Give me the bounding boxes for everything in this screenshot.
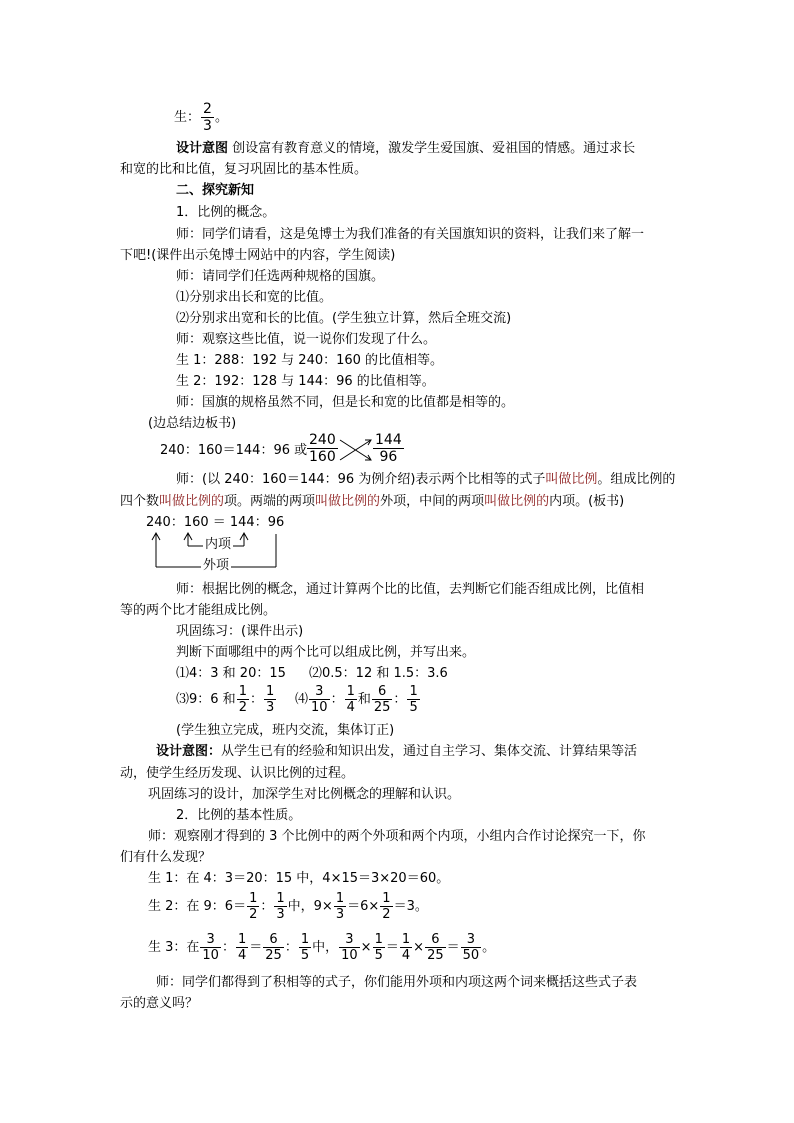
denominator: 10	[202, 948, 219, 963]
colon: ：	[284, 940, 298, 955]
text: 和	[357, 692, 371, 707]
denominator: 5	[409, 700, 418, 715]
numerator: 1	[237, 932, 247, 947]
practice-item-2: ⑵0.5：12 和 1.5：3.6	[309, 666, 448, 681]
task-2: ⑵分别求出宽和长的比值。(学生独立计算，然后全班交流)	[176, 311, 512, 326]
fraction-144-96	[373, 432, 404, 465]
numerator: 1	[409, 684, 418, 699]
practice-item-3	[176, 681, 277, 719]
fraction-6-25	[263, 932, 284, 963]
denominator: 5	[300, 948, 310, 963]
numerator: 1	[300, 932, 310, 947]
cross-arrows-icon	[338, 434, 374, 466]
student-finding-1: 生 1：在 4：3＝20：15 中，4×15＝3×20＝60。	[148, 871, 450, 886]
text: 内项。(板书)	[549, 494, 625, 509]
fraction-one-third	[274, 891, 286, 922]
numerator: 1	[335, 891, 345, 906]
outer-terms-label: 外项	[203, 558, 230, 573]
text: ＝	[446, 940, 460, 955]
text: 师：(以 240：160＝144：96 为例介绍)表示两个比相等的式子	[176, 472, 546, 487]
text: 外项，中间的两项	[380, 494, 485, 509]
text: 生 3：在	[148, 940, 200, 955]
fraction-3-10	[200, 932, 221, 963]
text: ＝6×	[347, 899, 380, 914]
denominator: 25	[373, 700, 391, 715]
fraction-6-25	[372, 684, 393, 715]
board-note: (边总结边板书)	[148, 416, 237, 431]
text: 四个数	[120, 494, 160, 509]
numerator: 3	[461, 932, 482, 948]
denominator: 25	[427, 948, 444, 963]
fraction-1-4	[345, 684, 357, 715]
denominator: 4	[401, 948, 411, 963]
fraction-one-half	[380, 891, 392, 922]
numerator: 144	[375, 432, 402, 448]
term-highlight: 叫做比例的	[484, 494, 550, 509]
numerator: 1	[346, 684, 355, 699]
denominator: 10	[341, 948, 358, 963]
fraction-one-half	[247, 891, 259, 922]
student-2: 生 2：192：128 与 144：96 的比值相等。	[176, 374, 435, 389]
para-teacher-1b: 下吧!(课件出示兔博士网站中的内容，学生阅读)	[120, 248, 396, 263]
denominator: 3	[335, 907, 345, 922]
text: 中，9×	[287, 899, 333, 914]
fraction-1-4	[236, 932, 248, 963]
para-teacher-3: 师：观察这些比值，说一说你们发现了什么。	[176, 332, 437, 347]
para-teacher-7a: 师：观察刚才得到的 3 个比例中的两个外项和两个内项，小组内合作讨论探究一下，你	[148, 829, 646, 844]
denominator: 2	[238, 700, 247, 715]
denominator: 25	[265, 948, 282, 963]
denominator: 4	[346, 700, 355, 715]
fraction-6-25	[425, 932, 446, 963]
numerator: 3	[309, 684, 330, 700]
text: 。组成比例的	[597, 472, 676, 487]
numerator: 3	[200, 932, 221, 948]
numerator: 1	[276, 891, 285, 906]
text: ×	[360, 940, 372, 955]
numerator: 6	[372, 684, 393, 700]
numerator: 6	[425, 932, 446, 948]
fraction-1-4	[400, 932, 412, 963]
numerator: 240	[309, 432, 336, 448]
text: 项。两端的两项	[224, 494, 316, 509]
practice-note: (学生独立完成，班内交流，集体订正)	[176, 723, 395, 738]
text: ×	[413, 940, 425, 955]
text: ＝3。	[393, 899, 428, 914]
design-intent-label: 设计意图	[176, 141, 229, 156]
text: 生 2：在 9：6＝	[148, 899, 247, 914]
terms-diagram-equation: 240：160 ＝ 144：96	[146, 515, 285, 530]
fraction-3-10	[339, 932, 360, 963]
numerator: 3	[339, 932, 360, 948]
design-intent-2-cont: 动，使学生经历发现、认识比例的过程。	[120, 766, 355, 781]
colon: ：	[393, 692, 407, 707]
numerator: 1	[265, 684, 275, 699]
para-teacher-8a: 师：同学们都得到了积相等的式子，你们能用外项和内项这两个词来概括这些式子表	[156, 975, 638, 990]
text: 。	[482, 940, 496, 955]
speaker-label: 生：	[174, 110, 201, 125]
denominator: 96	[379, 449, 398, 465]
colon: ：	[330, 692, 344, 707]
para-teacher-7b: 们有什么发现？	[120, 850, 212, 865]
term-highlight: 叫做比例的	[315, 494, 381, 509]
colon: ：	[221, 940, 235, 955]
design-intent-2	[156, 743, 637, 761]
student-answer-line	[174, 98, 228, 138]
inner-terms-label: 内项	[205, 537, 232, 552]
numerator: 1	[382, 891, 391, 906]
para-teacher-8b: 示的意义吗？	[120, 996, 199, 1011]
para-teacher-6a: 师：根据比例的概念，通过计算两个比的比值，去判断它们能否组成比例，比值相	[176, 582, 645, 597]
para-teacher-5a	[176, 471, 675, 489]
numerator: 6	[263, 932, 284, 948]
design-intent-text: 创设富有教育意义的情境，激发学生爱国旗、爱祖国的情感。通过求长	[232, 141, 636, 156]
section-heading-2: 二、探究新知	[176, 183, 255, 198]
fraction-1-5	[373, 932, 385, 963]
denominator: 50	[462, 948, 480, 963]
text: ＝	[385, 940, 399, 955]
design-intent-1-cont: 和宽的比和比值，复习巩固比的基本性质。	[120, 162, 368, 177]
practice-question: 判断下面哪组中的两个比可以组成比例，并写出来。	[176, 645, 476, 660]
numerator: 1	[238, 684, 247, 699]
text: ⑷	[295, 692, 309, 707]
fraction-one-third	[334, 891, 346, 922]
text: ＝	[249, 940, 263, 955]
term-highlight: 叫做比例	[545, 472, 598, 487]
denominator: 5	[374, 948, 383, 963]
design-intent-label: 设计意图：	[156, 744, 222, 759]
term-highlight: 叫做比例的	[159, 494, 225, 509]
subsection-1: 1．比例的概念。	[176, 205, 276, 220]
numerator: 1	[401, 932, 411, 947]
para-teacher-6b: 等的两个比才能组成比例。	[120, 603, 277, 618]
numerator: 2	[203, 101, 212, 117]
denominator: 2	[382, 907, 391, 922]
fraction-3-50	[461, 932, 482, 963]
para-teacher-1a: 师：同学们请看，这是兔博士为我们准备的有关国旗知识的资料，让我们来了解一	[176, 227, 645, 242]
numerator: 1	[374, 932, 383, 947]
para-teacher-5b	[120, 493, 624, 511]
design-intent-2-cont2: 巩固练习的设计，加深学生对比例概念的理解和认识。	[148, 787, 461, 802]
denominator: 10	[311, 700, 328, 715]
fraction-one-half	[237, 684, 249, 715]
student-1: 生 1：288：192 与 240：160 的比值相等。	[176, 353, 444, 368]
task-1: ⑴分别求出长和宽的比值。	[176, 290, 333, 305]
denominator: 160	[309, 449, 336, 465]
fraction-3-10	[309, 684, 330, 715]
fraction-240-160	[307, 432, 338, 465]
para-teacher-4: 师：国旗的规格虽然不同，但是长和宽的比值都是相等的。	[176, 395, 515, 410]
denominator: 3	[203, 118, 212, 134]
text: 中，	[312, 940, 339, 955]
fraction-1-5	[407, 684, 419, 715]
design-intent-text: 从学生已有的经验和知识出发，通过自主学习、集体交流、计算结果等活	[221, 744, 638, 759]
period: 。	[214, 110, 228, 125]
practice-item-1: ⑴4：3 和 20：15	[176, 666, 286, 681]
fraction-two-thirds	[201, 101, 214, 134]
colon: ：	[260, 899, 274, 914]
design-intent-1	[176, 140, 635, 158]
numerator: 1	[249, 891, 258, 906]
ratio-equation: 240：160＝144：96 或	[160, 443, 308, 458]
practice-item-4	[295, 681, 421, 719]
denominator: 2	[249, 907, 258, 922]
fraction-one-third	[264, 684, 276, 715]
para-teacher-2: 师：请同学们任选两种规格的国旗。	[176, 269, 385, 284]
student-finding-3	[148, 929, 495, 967]
practice-heading: 巩固练习：(课件出示)	[176, 624, 304, 639]
student-finding-2	[148, 888, 428, 926]
fraction-1-5	[299, 932, 311, 963]
denominator: 3	[276, 907, 285, 922]
subsection-2: 2．比例的基本性质。	[176, 808, 302, 823]
denominator: 4	[237, 948, 247, 963]
denominator: 3	[265, 700, 275, 715]
text: ⑶9：6 和	[176, 692, 236, 707]
colon: ：	[249, 692, 263, 707]
